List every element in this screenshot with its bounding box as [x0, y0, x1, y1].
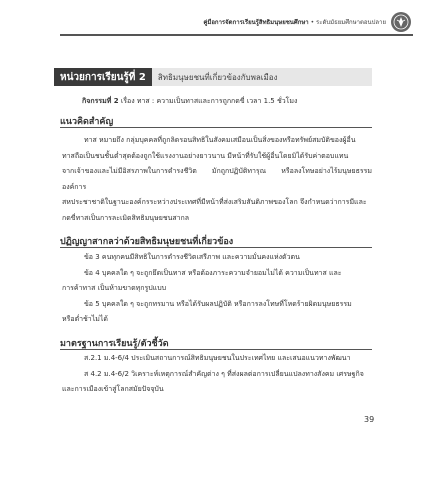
declaration-heading: ปฏิญญาสากลว่าด้วยสิทธิมนุษยชนที่เกี่ยวข้อง — [60, 237, 234, 247]
organization-logo-icon — [391, 12, 411, 32]
activity-line — [82, 96, 297, 107]
book-title: คู่มือการจัดการเรียนรู้สิทธิมนุษยชนศึกษา — [203, 19, 309, 26]
article-4-line-1: ข้อ 4 บุคคลใด ๆ จะถูกยึดเป็นทาส หรือต้องภาระความจำยอมไม่ได้ ความเป็นทาส และ — [84, 268, 342, 277]
standard-2-line-1: ส 4.2 ม.4-6/2 วิเคราะห์เหตุการณ์สำคัญต่าง ๆ ที่ส่งผลต่อการเปลี่ยนแปลงทางสังคม เศรษฐกิจ — [84, 369, 364, 378]
concept-line: ทาสถือเป็นชนชั้นต่ำสุดต้องถูกใช้แรงงานอย่างยาวนาน มีหน้าที่รับใช้ผู้อื่นโดยมิได้รับค่าตอบแทน — [62, 151, 349, 160]
header-text — [203, 17, 386, 27]
unit-label: หน่วยการเรียนรู้ที่ 2 — [54, 68, 152, 86]
concept-heading: แนวคิดสำคัญ — [60, 117, 114, 127]
standard-2-line-2: และการเมืองเข้าสู่โลกสมัยปัจจุบัน — [62, 385, 164, 393]
declaration-articles — [62, 250, 372, 328]
concept-line: กดขี่ทาสเป็นการละเมิดสิทธิมนุษยชนสากล — [62, 213, 190, 222]
activity-label: กิจกรรมที่ 2 — [82, 97, 119, 105]
page-header — [203, 12, 411, 32]
concept-line: สหประชาชาติในฐานะองค์กรระหว่างประเทศที่มีหน้าที่ส่งเสริมสันติภาพของโลก จึงกำหนดว่าการมีและ — [62, 198, 367, 206]
concept-heading-rule — [60, 127, 372, 128]
article-3: ข้อ 3 คนทุกคนมีสิทธิในการดำรงชีวิตเสรีภาพ และความมั่นคงแห่งตัวตน — [84, 253, 300, 261]
standards-heading-rule — [60, 349, 372, 350]
concept-line: ทาส หมายถึง กลุ่มบุคคลที่ถูกลิดรอนสิทธิในสังคมเสมือนเป็นสิ่งของหรือทรัพย์สมบัติของผู้อื่น — [84, 136, 356, 144]
article-5-line-1: ข้อ 5 บุคคลใด ๆ จะถูกทรมาน หรือได้รับผลปฏิบัติ หรือการลงโทษที่โหดร้ายผิดมนุษยธรรม — [84, 299, 352, 308]
unit-title-bar — [54, 68, 372, 86]
concept-line: จากเจ้าของและไม่มีอิสรภาพในการดำรงชีวิต มักถูกปฏิบัติทารุณ หรือลงโทษอย่างไร้มนุษยธรรม องค์การ — [62, 167, 372, 191]
activity-text: เรื่อง ทาส : ความเป็นทาสและการถูกกดขี่ เวลา 1.5 ชั่วโมง — [118, 97, 298, 105]
education-level: • ระดับมัธยมศึกษาตอนปลาย — [308, 19, 386, 26]
article-5-line-2: หรือต่ำช้าไม่ได้ — [62, 315, 108, 323]
standards-heading: มาตรฐานการเรียนรู้/ตัวชี้วัด — [60, 339, 169, 349]
page-number: 39 — [364, 415, 375, 424]
unit-subtitle: สิทธิมนุษยชนที่เกี่ยวข้องกับพลเมือง — [152, 68, 372, 86]
article-4-line-2: การค้าทาส เป็นห้ามขาดทุกรูปแบบ — [62, 284, 167, 292]
declaration-heading-rule — [60, 247, 372, 248]
header-rule — [60, 34, 413, 36]
concept-paragraph — [62, 133, 372, 226]
standards-list — [62, 351, 372, 398]
standard-1: ส.2.1 ม.4-6/4 ประเมินสถานการณ์สิทธิมนุษยชนในประเทศไทย และเสนอแนวทางพัฒนา — [84, 354, 351, 362]
